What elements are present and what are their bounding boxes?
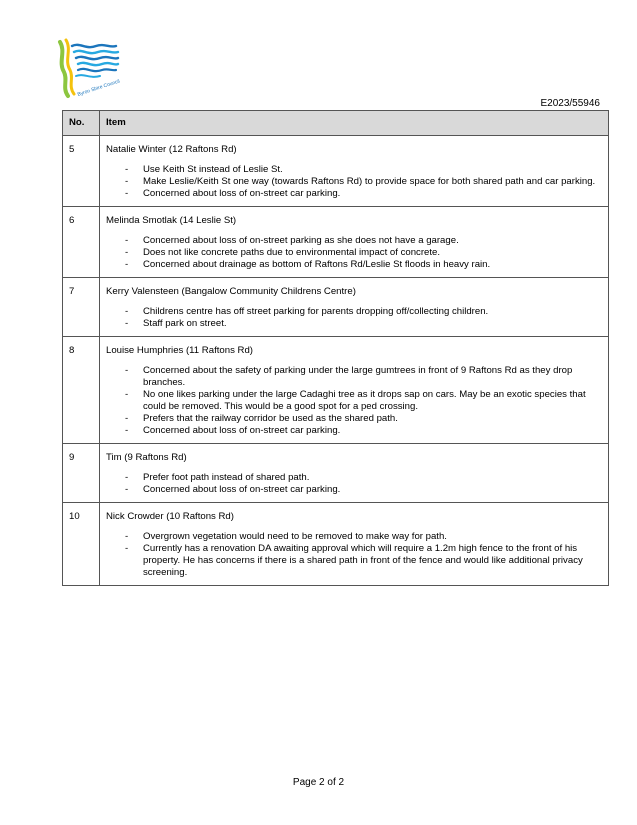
comment-list: [106, 472, 602, 496]
page-number: Page 2 of 2: [292, 777, 345, 788]
logo-text: Byron Shire Council: [76, 78, 121, 98]
comment-list: [106, 306, 602, 330]
comment-item: - Use Keith St instead of Leslie St.: [106, 164, 602, 176]
comment-item: - Concerned about loss of on-street car parking.: [106, 425, 602, 437]
comment-item: - Overgrown vegetation would need to be removed to make way for path.: [106, 531, 602, 543]
row-number: 6: [63, 207, 100, 278]
submitter-name: Melinda Smotlak (14 Leslie St): [106, 215, 237, 226]
row-number: 5: [63, 136, 100, 207]
comment-list: [106, 531, 602, 579]
item-cell: [100, 503, 609, 586]
comment-list: [106, 365, 602, 437]
comment-item: - Prefers that the railway corridor be used as the shared path.: [106, 413, 602, 425]
document-reference: E2023/55946: [540, 98, 600, 109]
table-row: [63, 503, 609, 586]
row-number: 10: [63, 503, 100, 586]
row-number: 8: [63, 337, 100, 444]
submitter-name: Louise Humphries (11 Raftons Rd): [106, 345, 253, 356]
comment-item: - Concerned about loss of on-street parking as she does not have a garage.: [106, 235, 602, 247]
item-cell: [100, 278, 609, 337]
comment-item: - No one likes parking under the large Cadaghi tree as it drops sap on cars. May be an exotic species that could be removed. This would be a good spot for a ped crossing.: [106, 389, 602, 413]
council-logo: [56, 38, 122, 100]
table-row: [63, 337, 609, 444]
column-header-item: Item: [100, 111, 609, 136]
table-row: [63, 444, 609, 503]
submitter-name: Tim (9 Raftons Rd): [106, 452, 187, 463]
table-row: [63, 207, 609, 278]
comment-item: - Staff park on street.: [106, 318, 602, 330]
table-row: [63, 136, 609, 207]
row-number: 9: [63, 444, 100, 503]
comment-list: [106, 164, 602, 200]
submitter-name: Nick Crowder (10 Raftons Rd): [106, 511, 234, 522]
item-cell: [100, 337, 609, 444]
comment-list: [106, 235, 602, 271]
comment-item: - Childrens centre has off street parking for parents dropping off/collecting children.: [106, 306, 602, 318]
item-cell: [100, 444, 609, 503]
submitter-name: Natalie Winter (12 Raftons Rd): [106, 144, 237, 155]
column-header-no: No.: [63, 111, 100, 136]
comment-item: - Concerned about loss of on-street car parking.: [106, 188, 602, 200]
item-cell: [100, 207, 609, 278]
comment-item: - Currently has a renovation DA awaiting approval which will require a 1.2m high fence to the front of his property. He has concerns if there is a shared path in front of the fence and would like additional privacy screening.: [106, 543, 602, 579]
table-row: [63, 278, 609, 337]
comment-item: - Does not like concrete paths due to environmental impact of concrete.: [106, 247, 602, 259]
submitter-name: Kerry Valensteen (Bangalow Community Childrens Centre): [106, 286, 356, 297]
row-number: 7: [63, 278, 100, 337]
comment-item: - Make Leslie/Keith St one way (towards Raftons Rd) to provide space for both shared path and car parking.: [106, 176, 602, 188]
item-cell: [100, 136, 609, 207]
comment-item: - Concerned about loss of on-street car parking.: [106, 484, 602, 496]
comment-item: - Concerned about the safety of parking under the large gumtrees in front of 9 Raftons Rd as they drop branches.: [106, 365, 602, 389]
comment-item: - Concerned about drainage as bottom of Raftons Rd/Leslie St floods in heavy rain.: [106, 259, 602, 271]
comment-item: - Prefer foot path instead of shared path.: [106, 472, 602, 484]
table-header-row: [63, 111, 609, 136]
submissions-table: [62, 110, 609, 586]
